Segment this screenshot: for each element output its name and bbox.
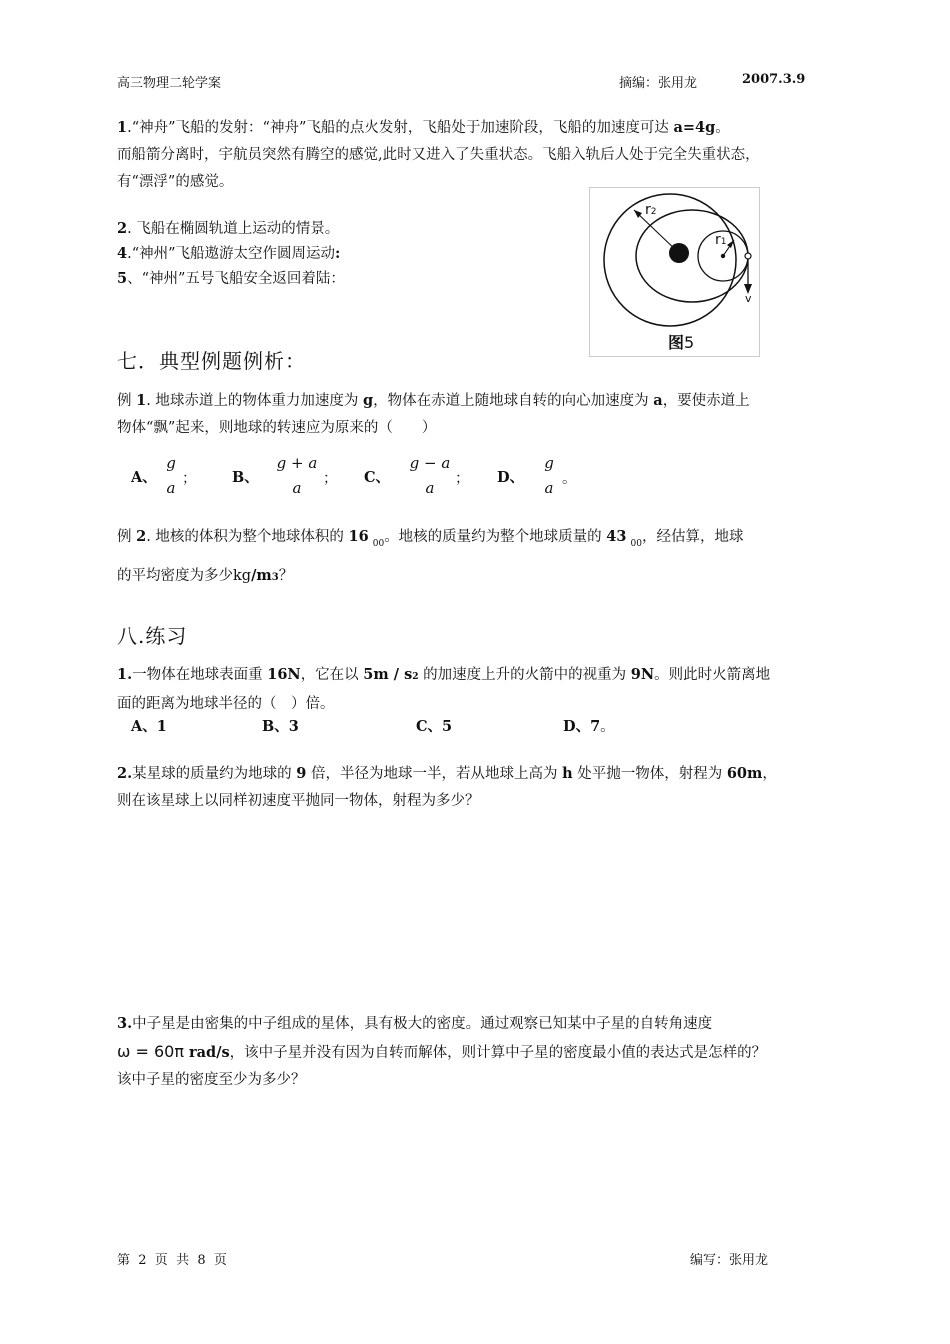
intro-item-5-num: 5 xyxy=(117,270,128,287)
intro-items xyxy=(117,215,577,293)
intro-p1-line3: 有“漂浮”的感觉。 xyxy=(117,174,234,190)
label-r1-sub: 1 xyxy=(720,237,727,247)
label-r2 xyxy=(645,202,657,218)
intro-item-5 xyxy=(117,265,577,293)
q1-option-d-text: D、7 xyxy=(563,718,601,735)
ex1-option-d-den: a xyxy=(544,479,554,497)
ex2-prefix: 例 xyxy=(117,529,137,545)
label-r2-text: r xyxy=(645,202,651,218)
practice-3 xyxy=(117,1010,847,1094)
ex2-text-c: 。地核的质量约为整个地球质量的 xyxy=(384,529,607,545)
q1-weight: 16N xyxy=(267,666,301,683)
q1-text-b: ，它在以 xyxy=(300,667,364,683)
ex2-sub-2: 0 xyxy=(378,539,385,549)
ex1-option-c-end: ； xyxy=(455,471,470,487)
q1-num: 1. xyxy=(117,666,133,683)
ex1-option-c-den: a xyxy=(425,479,435,497)
q1-option-a: A、1 xyxy=(131,718,167,735)
ex2-volume: 16 xyxy=(348,528,369,545)
ex2-unit-exp: 3 xyxy=(271,572,279,583)
q2-text-b: 倍，半径为地球一半，若从地球上高为 xyxy=(306,766,563,782)
practice-2-line2: 则在该星球上以同样初速度平抛同一物体，射程为多少？ xyxy=(117,793,480,809)
header-editor: 摘编：张用龙 xyxy=(619,76,698,91)
practice-2 xyxy=(117,760,847,815)
intro-item-4-text: .“神州”飞船遨游太空作圆周运动 xyxy=(127,246,336,262)
q3-omega: ω = 60π xyxy=(117,1042,184,1061)
ex2-text-b: . 地核的体积为整个地球体积的 xyxy=(146,529,349,545)
intro-item-5-text: 、“神州”五号飞船安全返回着陆： xyxy=(127,271,345,287)
ex1-a: a xyxy=(653,392,663,409)
ex2-line2-text: 的平均密度为多少 xyxy=(117,568,233,584)
q2-range: 60m xyxy=(726,765,763,782)
q1-acc-exp: 2 xyxy=(412,672,419,682)
q2-text-c: 处平抛一物体，射程为 xyxy=(572,766,727,782)
q1-option-c: C、5 xyxy=(416,718,453,735)
practice-3-line1 xyxy=(117,1010,847,1038)
label-v: v xyxy=(745,292,752,305)
q3-unit: rad/s xyxy=(183,1044,230,1061)
ex1-option-b-label: B、 xyxy=(232,469,259,486)
figure-caption-b: 5 xyxy=(684,333,695,352)
ex2-text-d: ，经估算，地球 xyxy=(641,529,744,545)
ex2-num: 2 xyxy=(136,528,147,545)
label-r1 xyxy=(715,232,727,248)
q2-num: 2. xyxy=(117,765,133,782)
intro-item-4-end: : xyxy=(335,245,341,262)
intro-item-2 xyxy=(117,215,577,243)
elliptical-orbit xyxy=(636,210,748,302)
q1-weight-2: 9N xyxy=(630,666,655,683)
footer-page-number: 第 2 页 共 8 页 xyxy=(117,1253,227,1268)
ex1-prefix: 例 xyxy=(117,393,137,409)
ex1-option-b-end: ； xyxy=(323,471,338,487)
q2-height: h xyxy=(562,765,573,782)
q1-option-end: 。 xyxy=(600,719,615,735)
practice-3-line2 xyxy=(117,1038,847,1067)
example-1 xyxy=(117,387,847,442)
intro-p1-line2: 而船箭分离时，宇航员突然有腾空的感觉,此时又进入了失重状态。飞船入轨后人处于完全失重状态， xyxy=(117,147,760,163)
ex1-option-a-num: g xyxy=(166,454,176,472)
ex1-option-b-den: a xyxy=(292,479,302,497)
practice-1-line2: 面的距离为地球半径的（ ）倍。 xyxy=(117,696,335,712)
figure-5 xyxy=(589,187,760,357)
practice-2-line1 xyxy=(117,760,847,788)
r1-arrow-icon xyxy=(727,240,734,248)
footer-author: 编写：张用龙 xyxy=(690,1253,769,1268)
intro-item-4-num: 4 xyxy=(117,245,128,262)
practice-1 xyxy=(117,661,847,718)
label-r1-text: r xyxy=(715,232,721,248)
intro-p1-acc: a=4g xyxy=(673,119,716,136)
intro-item-2-num: 2 xyxy=(117,220,128,237)
q1-option-b: B、3 xyxy=(262,718,299,735)
ex1-option-d-num: g xyxy=(544,454,554,472)
ex1-text-c: ，物体在赤道上随地球自转的向心加速度为 xyxy=(373,393,654,409)
q1-option-d xyxy=(563,715,615,736)
ex1-option-d-end: 。 xyxy=(562,471,577,487)
intro-item-4 xyxy=(117,240,577,268)
ex2-unit-kg: kg xyxy=(233,568,252,584)
ex1-option-d-label: D、 xyxy=(497,469,525,486)
figure-caption xyxy=(668,330,694,353)
section-7-title: 七．典型例题例析： xyxy=(117,349,306,373)
ex2-unit-m: /m xyxy=(251,567,272,584)
q1-text-d: 。则此时火箭离地 xyxy=(654,667,771,683)
intro-p1-end: 。 xyxy=(715,120,730,136)
ex2-sub-1: 0 xyxy=(372,539,379,549)
ex1-option-c-label: C、 xyxy=(364,469,391,486)
q2-text-a: 某星球的质量约为地球的 xyxy=(132,766,297,782)
intro-paragraph-1 xyxy=(117,114,847,196)
header-title: 高三物理二轮学案 xyxy=(117,76,222,91)
q1-acceleration: 5m / s xyxy=(363,666,413,683)
radius-r2-line xyxy=(634,210,679,253)
figure-caption-a: 图 xyxy=(668,333,685,352)
label-r2-sub: 2 xyxy=(650,207,657,217)
header-date: 2007.3.9 xyxy=(742,72,806,87)
q2-text-d: ， xyxy=(762,766,777,782)
ex1-option-c-num: g − a xyxy=(409,454,451,472)
q1-text-c: 的加速度上升的火箭中的视重为 xyxy=(418,667,631,683)
ex2-mass: 43 xyxy=(606,528,627,545)
ex2-sub-3: 0 xyxy=(630,539,637,549)
intro-p1-a: .“神舟”飞船的发射：“神舟”飞船的点火发射，飞船处于加速阶段，飞船的加速度可达 xyxy=(127,120,674,136)
q3-line2: ，该中子星并没有因为自转而解体，则计算中子星的密度最小值的表达式是怎样的？ xyxy=(229,1045,767,1061)
ex1-g: g xyxy=(363,392,374,409)
ex1-num: 1 xyxy=(136,392,147,409)
ex1-option-a-end: ； xyxy=(182,471,197,487)
spacecraft-icon xyxy=(745,253,751,259)
ex1-option-b-num: g + a xyxy=(276,454,318,472)
q3-num: 3. xyxy=(117,1015,133,1032)
practice-3-line3: 该中子星的密度至少为多少？ xyxy=(117,1072,306,1088)
example-2-line2 xyxy=(117,562,847,591)
ex2-sub-4: 0 xyxy=(636,539,642,549)
section-8-title: 八.练习 xyxy=(117,624,188,648)
q1-text-a: 一物体在地球表面重 xyxy=(132,667,268,683)
ex1-option-a-label: A、 xyxy=(131,469,157,486)
ex2-line2-end: ？ xyxy=(278,568,294,584)
example-1-line1 xyxy=(117,387,847,415)
intro-p1-num: 1 xyxy=(117,119,128,136)
example-1-line2: 物体“飘”起来，则地球的转速应为原来的（ ） xyxy=(117,420,437,436)
example-2-line1 xyxy=(117,523,847,553)
practice-1-line1 xyxy=(117,661,847,691)
intro-item-2-text: . 飞船在椭圆轨道上运动的情景。 xyxy=(127,221,340,237)
ex1-text-b: . 地球赤道上的物体重力加速度为 xyxy=(146,393,364,409)
ex1-text-d: ，要使赤道上 xyxy=(662,393,750,409)
ex1-option-a-den: a xyxy=(166,479,176,497)
q3-line1: 中子星是由密集的中子组成的星体，具有极大的密度。通过观察已知某中子星的自转角速度 xyxy=(132,1016,713,1032)
q2-mass-ratio: 9 xyxy=(296,765,307,782)
